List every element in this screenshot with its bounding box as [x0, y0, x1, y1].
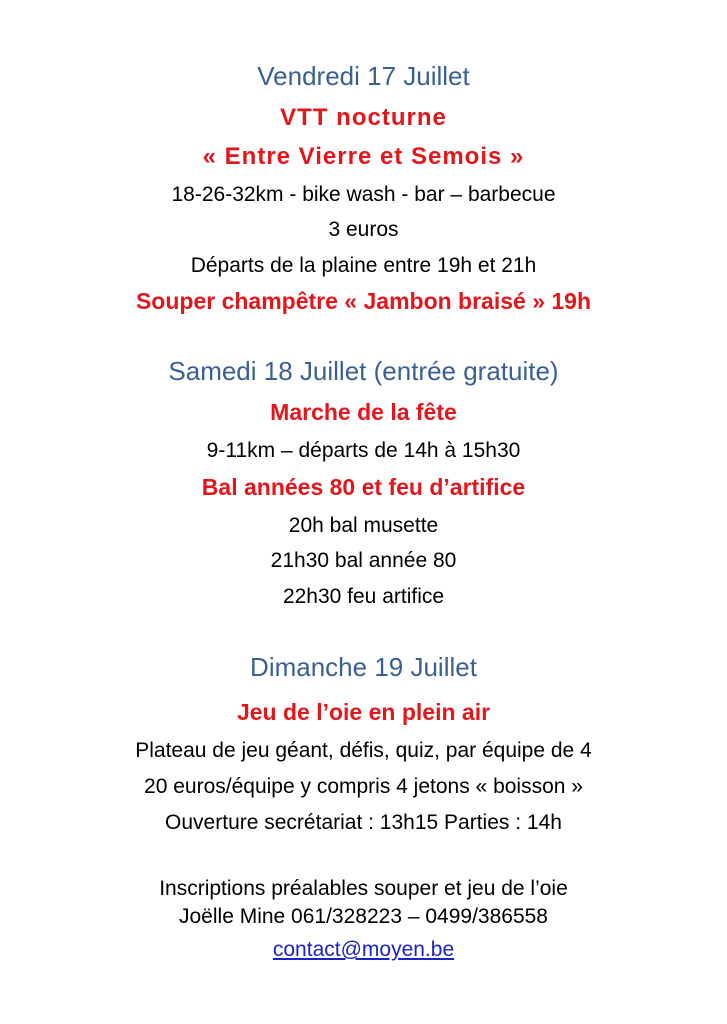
sunday-detail-price: 20 euros/équipe y compris 4 jetons « boisson »	[144, 775, 583, 798]
friday-event-title: VTT nocturne	[280, 104, 447, 131]
saturday-ball-title: Bal années 80 et feu d’artifice	[201, 474, 526, 500]
contact-email-link[interactable]: contact@moyen.be	[272, 938, 455, 961]
contact-email-row	[0, 939, 727, 960]
saturday-schedule-item: 20h bal musette	[288, 514, 439, 537]
friday-detail-price: 3 euros	[328, 218, 399, 241]
saturday-heading: Samedi 18 Juillet (entrée gratuite)	[168, 356, 559, 386]
saturday-schedule-item: 22h30 feu artifice	[282, 585, 445, 608]
friday-event-subtitle: « Entre Vierre et Semois »	[202, 143, 525, 170]
friday-detail-departures: Départs de la plaine entre 19h et 21h	[190, 254, 537, 277]
contact-registration: Inscriptions préalables souper et jeu de l’oie	[159, 877, 568, 900]
saturday-schedule-item: 21h30 bal année 80	[270, 549, 457, 572]
contact-phone: Joëlle Mine 061/328223 – 0499/386558	[179, 905, 548, 928]
sunday-event-title: Jeu de l’oie en plein air	[236, 699, 491, 725]
saturday-walk-details: 9-11km – départs de 14h à 15h30	[206, 439, 521, 462]
friday-detail-distances: 18-26-32km - bike wash - bar – barbecue	[171, 183, 556, 206]
friday-heading: Vendredi 17 Juillet	[257, 61, 470, 91]
friday-dinner: Souper champêtre « Jambon braisé » 19h	[135, 288, 592, 314]
saturday-walk-title: Marche de la fête	[270, 399, 457, 425]
sunday-detail-opening: Ouverture secrétariat : 13h15 Parties : 14h	[165, 811, 562, 834]
sunday-heading: Dimanche 19 Juillet	[250, 652, 477, 682]
sunday-detail-game: Plateau de jeu géant, défis, quiz, par équipe de 4	[135, 739, 592, 762]
